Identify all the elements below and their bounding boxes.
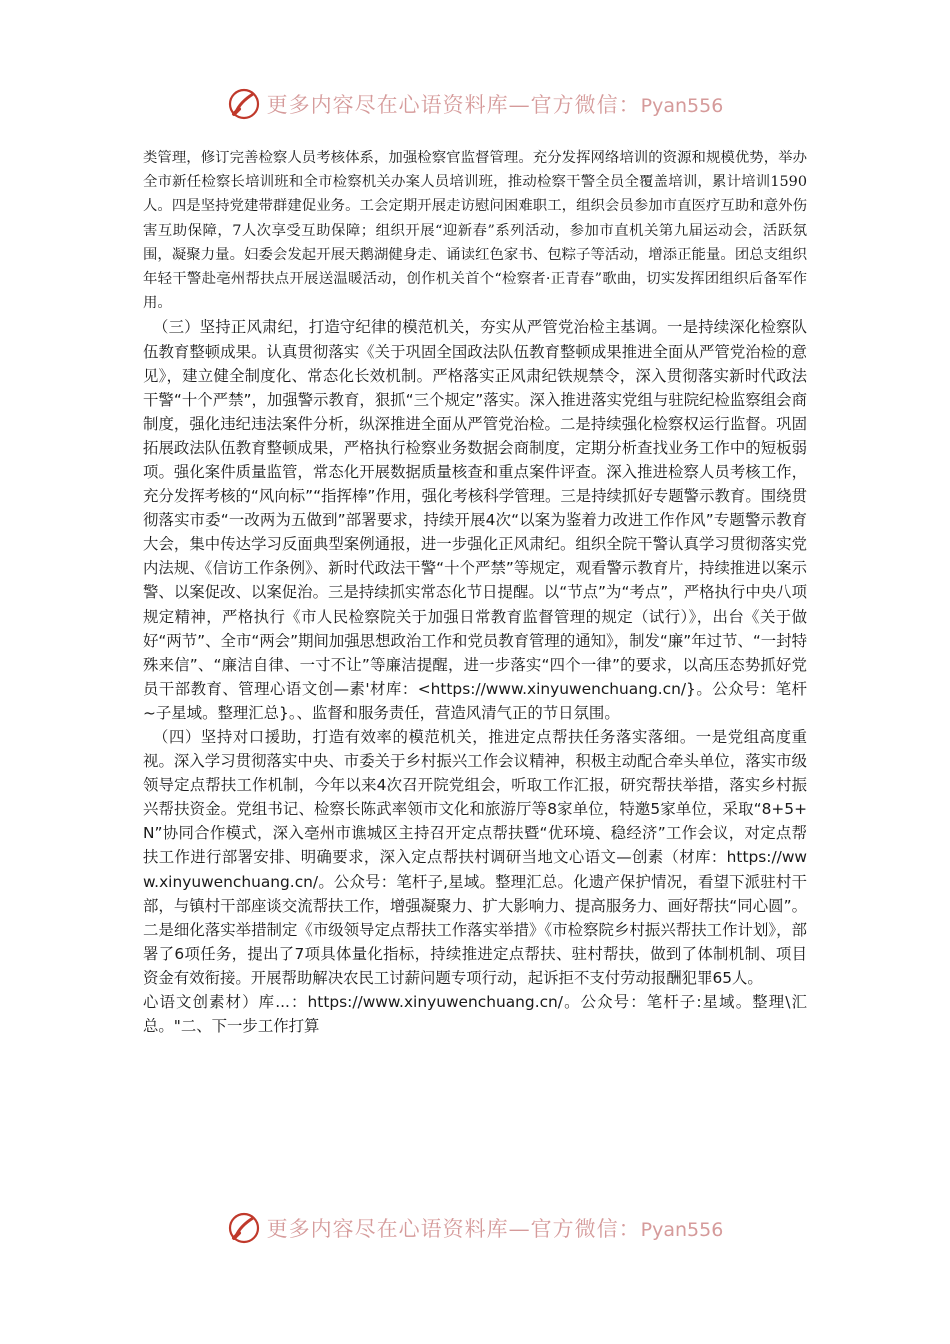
paragraph-section-3: （三）坚持正风肃纪，打造守纪律的模范机关，夯实从严管党治检主基调。一是持续深化检察队伍教育整顿成果。认真贯彻落实《关于巩固全国政法队伍教育整顿成果推进全面从严管党治检的意见》，建立健全制度化、常态化长效机制。严格落实正风肃纪铁规禁令，深入贯彻落实新时代政法干警“十个严禁”，加强警示教育，狠抓“三个规定”落实。深入推进落实党组与驻院纪检监察组会商制度，强化违纪违法案件分析，纵深推进全面从严管党治检。二是持续强化检察权运行监督。巩固拓展政法队伍教育整顿成果，严格执行检察业务数据会商制度，定期分析查找业务工作中的短板弱项。强化案件质量监管，常态化开展数据质量核查和重点案件评查。深入推进检察人员考核工作，充分发挥考核的“风向标”“指挥棒”作用，强化考核科学管理。三是持续抓好专题警示教育。围绕贯彻落实市委“一改两为五做到”部署要求，持续开展4次“以案为鉴着力改进工作作风”专题警示教育大会，集中传达学习反面典型案例通报，进一步强化正风肃纪。组织全院干警认真学习贯彻落实党内法规、《信访工作条例》、新时代政法干警“十个严禁”等规定，观看警示教育片，持续推进以案示警、以案促改、以案促治。三是持续抓实常态化节日提醒。以“节点”为“考点”，严格执行中央八项规定精神，严格执行《市人民检察院关于加强日常教育监督管理的规定（试行）》，出台《关于做好“两节”、全市“两会”期间加强思想政治工作和党员教育管理的通知》，制发“廉”年过节、“一封特殊来信”、“廉洁自律、一寸不让”等廉洁提醒，进一步落实“四个一律”的要求，以高压态势抓好党员干部教育、管理心语文创—素'材库：<https://www.xinyuwenchuang.cn/}。公众号：笔杆~子星域。整理汇总}。、监督和服务责任，营造风清气正的节日氛围。 — [143, 318, 807, 722]
paragraph-section-4: （四）坚持对口援助，打造有效率的模范机关，推进定点帮扶任务落实落细。一是党组高度重视。深入学习贯彻落实中央、市委关于乡村振兴工作会议精神，积极主动配合牵头单位，落实市级领导定点帮扶工作机制，今年以来4次召开院党组会，听取工作汇报，研究帮扶举措，落实乡村振兴帮扶资金。党组书记、检察长陈武率领市文化和旅游厅等8家单位，特邀5家单位，采取“8+5+N”协同合作模式，深入亳州市谯城区主持召开定点帮扶暨“优环境、稳经济”工作会议，对定点帮扶工作进行部署安排、明确要求，深入定点帮扶村调研当地文心语文—创素（材库：https://www.xinyuwenchuang.cn/。公众号：笔杆子,星域。整理汇总。化遗产保护情况，看望下派驻村干部，与镇村干部座谈交流帮扶工作，增强凝聚力、扩大影响力、提高服务力、画好帮扶“同心圆”。二是细化落实举措制定《市级领导定点帮扶工作落实举措》《市检察院乡村振兴帮扶工作计划》，部署了6项任务，提出了7项具体量化指标，持续推进定点帮扶、驻村帮扶，做到了体制机制、项目资金有效衔接。开展帮助解决农民工讨薪问题专项行动，起诉拒不支付劳动报酬犯罪65人。 — [143, 728, 807, 987]
wechat-id: Pyan556 — [640, 95, 724, 117]
footer-watermark-banner — [0, 1208, 950, 1248]
brush-logo-icon — [227, 87, 261, 121]
wechat-id: Pyan556 — [640, 1219, 724, 1241]
paragraph-1: 类管理，修订完善检察人员考核体系，加强检察官监督管理。充分发挥网络培训的资源和规模优势，举办全市新任检察长培训班和全市检察机关办案人员培训班，推动检察干警全员全覆盖培训，累计培训1590人。四是坚持党建带群建促业务。工会定期开展走访慰问困难职工，组织会员参加市直医疗互助和意外伤害互助保障，7人次享受互助保障；组织开展“迎新春”系列活动，参加市直机关第九届运动会，活跃氛围，凝聚力量。妇委会发起开展天鹅湖健身走、诵读红色家书、包粽子等活动，增添正能量。团总支组织年轻干警赴亳州帮扶点开展送温暖活动，创作机关首个“检察者·正青春”歌曲，切实发挥团组织后备军作用。 — [143, 150, 807, 312]
banner-text: 更多内容尽在心语资料库—官方微信：Pyan556 — [266, 93, 724, 117]
paragraph-tail: 心语文创素材）库...：https://www.xinyuwenchuang.cn/。公众号：笔杆子:星域。整理\汇总。"二、下一步工作打算 — [143, 993, 807, 1036]
banner-text: 更多内容尽在心语资料库—官方微信：Pyan556 — [266, 1217, 724, 1241]
brush-logo-icon — [227, 1211, 261, 1245]
header-watermark-banner — [0, 84, 950, 124]
document-body — [143, 146, 807, 1038]
